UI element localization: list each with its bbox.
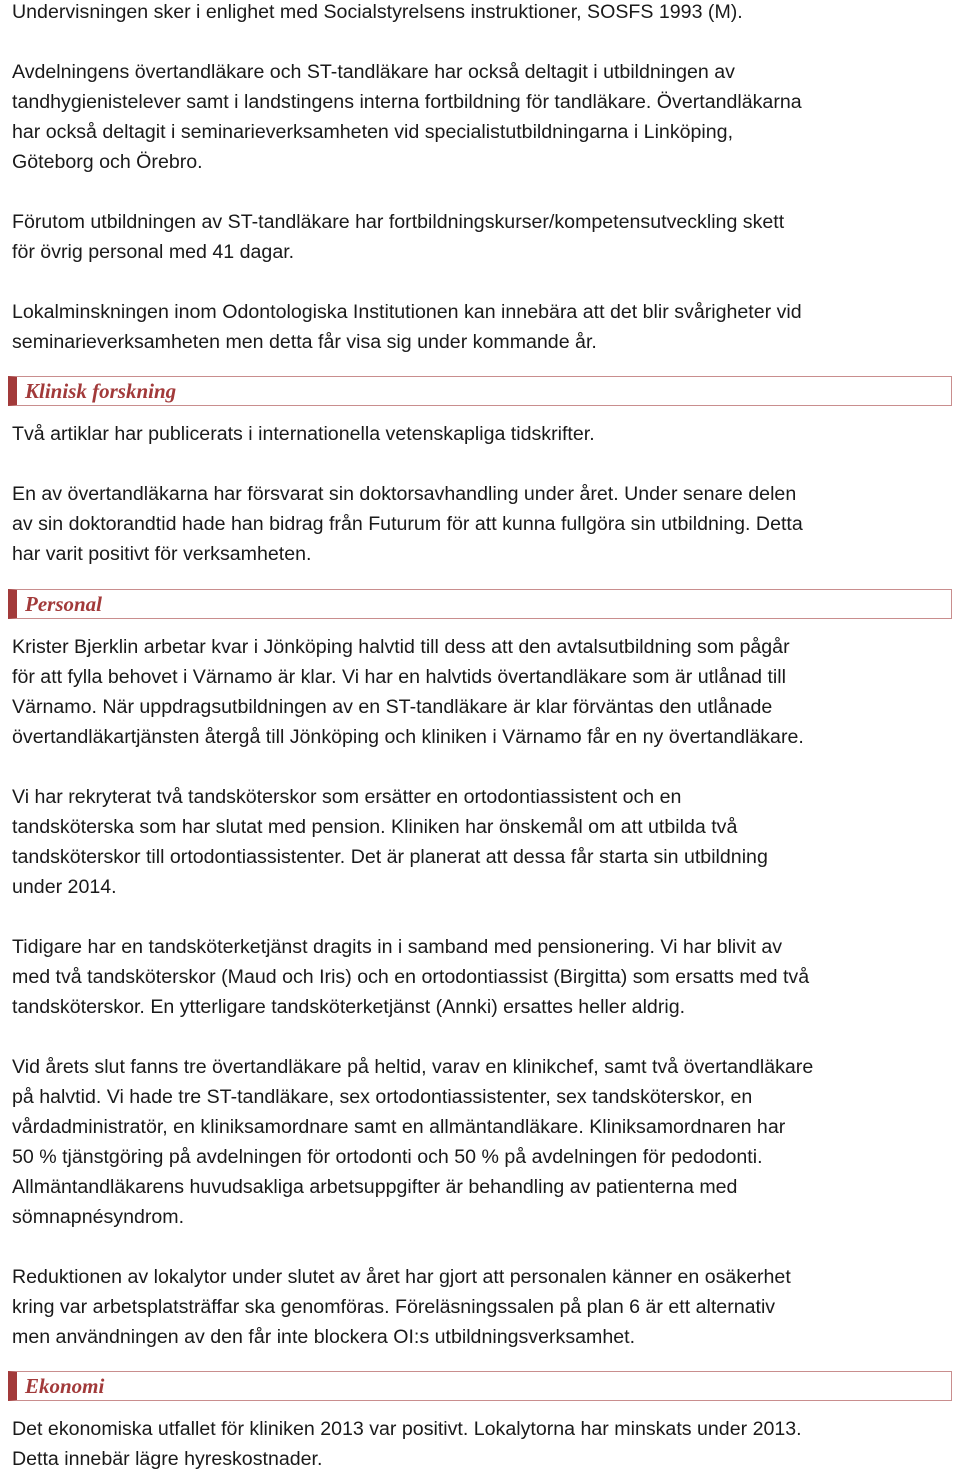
section-heading-personal (8, 589, 952, 619)
paragraph-lokalytor: Reduktionen av lokalytor under slutet av året har gjort att personalen känner en osäkerhet kring var arbetsplatsträffar ska genomföras. Föreläsningssalen på plan 6 är ett alternativ men användningen av den får inte blockera OI:s utbildningsverksamhet. (12, 1266, 791, 1348)
paragraph-doktorsavhandling: En av övertandläkarna har försvarat sin doktorsavhandling under året. Under senare delen av sin doktorandtid hade han bidrag från Futurum för att kunna fullgöra sin utbildning. Detta har varit positivt för verksamheten. (12, 483, 803, 565)
paragraph-rekrytering: Vi har rekryterat två tandsköterskor som ersätter en ortodontiassistent och en tandsköterska som har slutat med pension. Kliniken har önskemål om att utbilda två tandsköterskor till ortodontiassistenter. Det är planerat att dessa får starta sin utbildning under 2014. (12, 786, 768, 898)
paragraph-instruktioner: Undervisningen sker i enlighet med Socialstyrelsens instruktioner, SOSFS 1993 (M). (12, 1, 743, 23)
section-heading-label: Ekonomi (25, 1374, 105, 1398)
paragraph-fortbildningskurser: Förutom utbildningen av ST-tandläkare har fortbildningskurser/kompetensutveckling skett för övrig personal med 41 dagar. (12, 211, 785, 263)
paragraph-tandskoterskor: Tidigare har en tandsköterketjänst dragits in i samband med pensionering. Vi har blivit av med två tandsköterskor (Maud och Iris) och en ortodontiassist (Birgitta) som ersatts med två tandsköterskor. En ytterligare tandsköterketjänst (Annki) ersattes heller aldrig. (12, 936, 810, 1018)
paragraph-utbildning-tandhygienist: Avdelningens övertandläkare och ST-tandläkare har också deltagit i utbildningen av tandhygienistelever samt i landstingens interna fortbildning för tandläkare. Övertandläkarna har också deltagit i seminarieverksamheten vid specialistutbildningarna i Linköping, Göteborg och Örebro. (12, 61, 802, 173)
paragraph-lokalminskning: Lokalminskningen inom Odontologiska Institutionen kan innebära att det blir svårigheter vid seminarieverksamheten men detta får visa sig under kommande år. (12, 301, 802, 353)
paragraph-bjerklin: Krister Bjerklin arbetar kvar i Jönköping halvtid till dess att den avtalsutbildning som pågår för att fylla behovet i Värnamo är klar. Vi har en halvtids övertandläkare som är utlånad till Värnamo. När uppdragsutbildningen av en ST-tandläkare är klar förväntas den utlånade övertandläkartjänsten återgå till Jönköping och kliniken i Värnamo får en ny övertandläkare. (12, 636, 804, 748)
paragraph-ekonomiskt-utfall: Det ekonomiska utfallet för kliniken 2013 var positivt. Lokalytorna har minskats under 2013. Detta innebär lägre hyreskostnader. (12, 1418, 802, 1470)
section-heading-label: Klinisk forskning (25, 379, 177, 403)
section-heading-ekonomi (8, 1371, 952, 1401)
section-heading-klinisk-forskning (8, 376, 952, 406)
paragraph-personalstyrka: Vid årets slut fanns tre övertandläkare på heltid, varav en klinikchef, samt två övertandläkare på halvtid. Vi hade tre ST-tandläkare, sex ortodontiassistenter, sex tandsköterskor, en vårdadministratör, en kliniksamordnare samt en allmäntandläkare. Kliniksamordnaren har 50 % tjänstgöring på avdelningen för ortodonti och 50 % på avdelningen för pedodonti. Allmäntandläkarens huvudsakliga arbetsuppgifter är behandling av patienterna med sömnapnésyndrom. (12, 1056, 814, 1228)
section-heading-label: Personal (25, 592, 103, 616)
paragraph-artiklar: Två artiklar har publicerats i internationella vetenskapliga tidskrifter. (12, 423, 595, 445)
